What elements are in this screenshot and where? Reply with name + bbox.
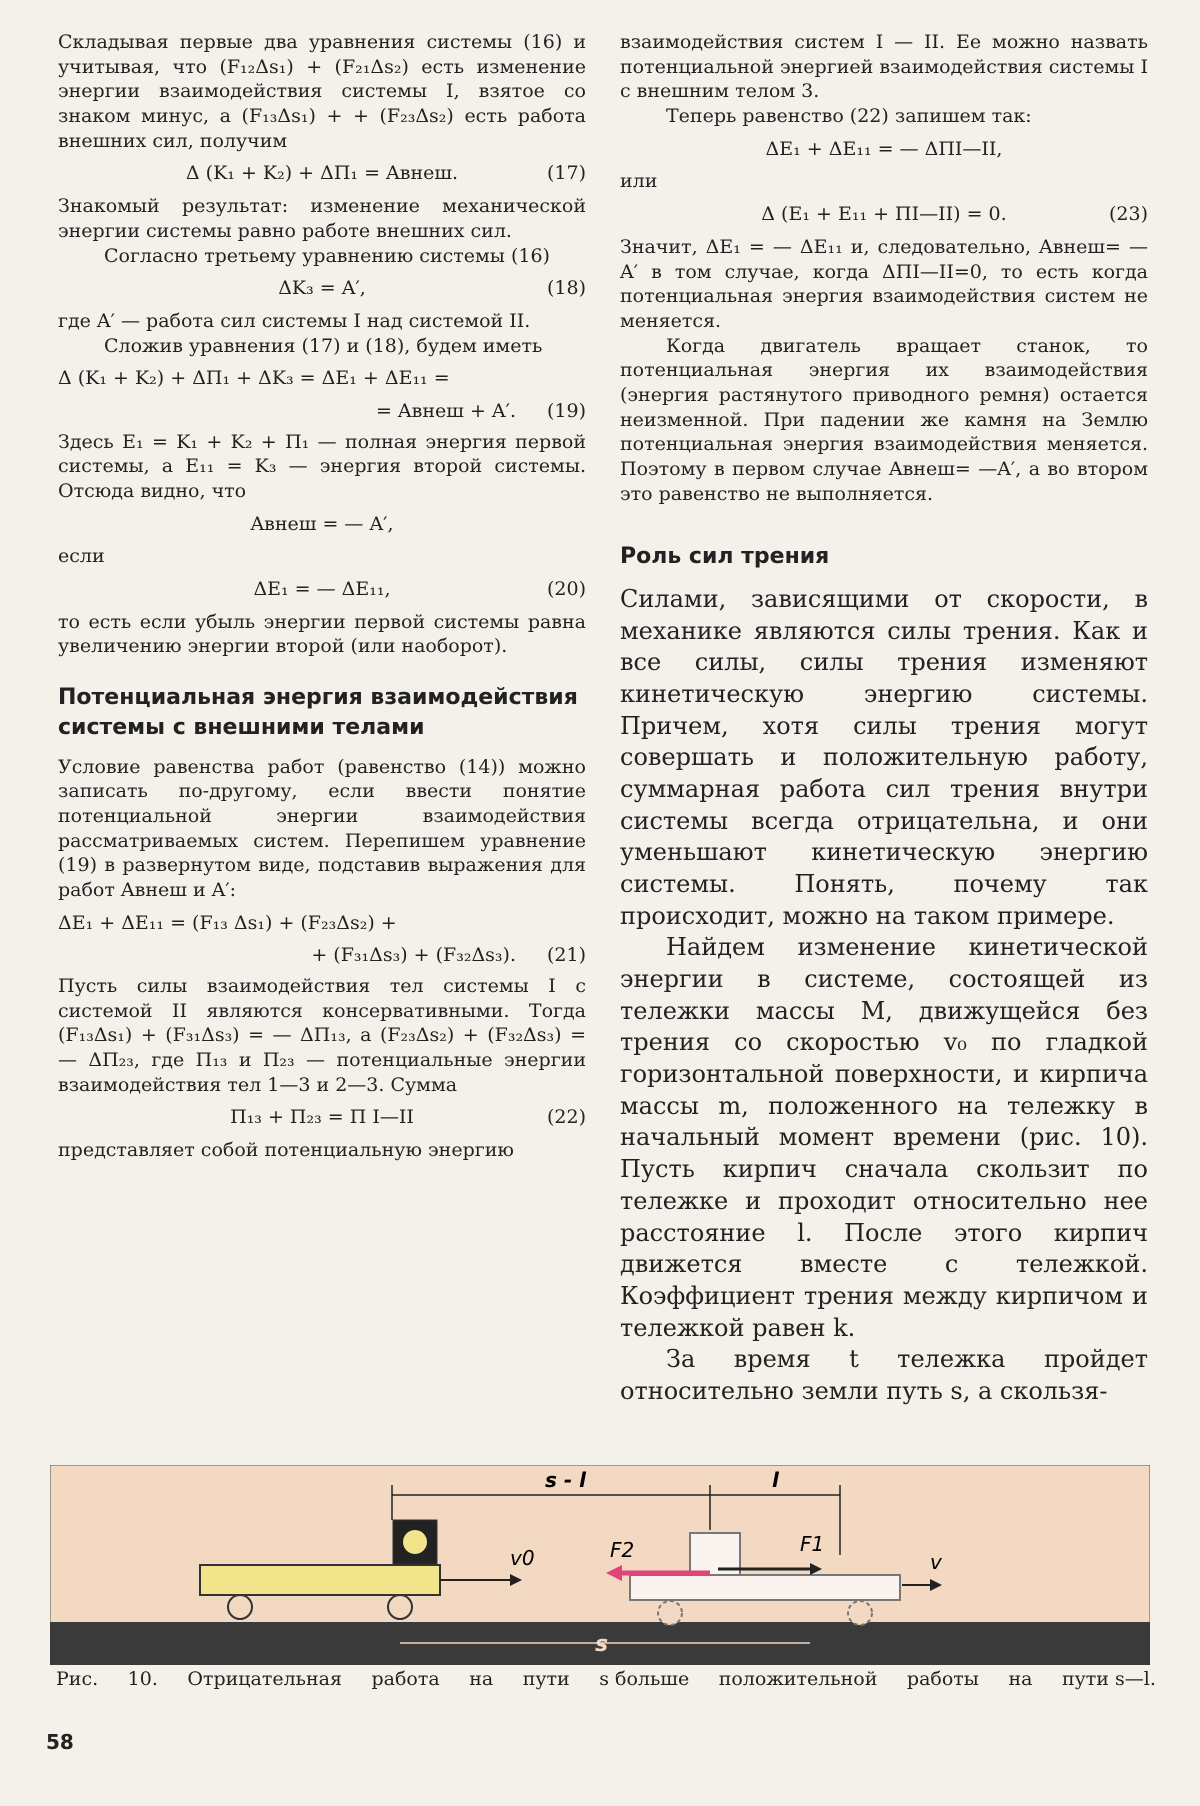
label-s-minus-l: s - l [545,1468,586,1492]
page-number: 58 [46,1730,74,1754]
equation-19a [58,366,586,391]
caption-word: 10. [127,1668,158,1690]
equation-text: Π₁₃ + Π₂₃ = Π I—II [230,1106,414,1129]
word-ili: или [620,170,658,193]
paragraph: Согласно третьему уравнению системы (16) [104,244,550,267]
caption-word: на [1008,1668,1033,1690]
paragraph: представляет собой потенциальную энергию [58,1139,514,1162]
equation-number: (17) [546,162,586,185]
brick-highlight [403,1530,427,1554]
label-f1: F1 [800,1532,825,1556]
equation-b [620,137,1148,162]
label-s: s [595,1632,609,1657]
equation-text: = Aвнеш + A′. [375,399,516,422]
caption-word: Отрицательная [187,1668,342,1690]
paragraph: За время t тележка пройдет относительно земли путь s, а скользя- [620,1345,1148,1405]
figure-10 [50,1465,1150,1665]
cart-right [630,1575,900,1600]
left-column [58,30,586,1163]
equation-number: (22) [546,1106,586,1129]
paragraph: Пусть силы взаимодействия тел системы I с системой II являются консервативными. Тогда (F₁₃Δs₁) + (F₃₁Δs₃) = — ΔΠ₁₃, а (F₂₃Δs₂) + (F₃₂Δs₃) = — ΔΠ₂₃, где Π₁₃ и Π₂₃ — потенциальные энергии взаимодействия тел 1—3 и 2—3. Сумма [58,975,586,1096]
equation-text: ΔE₁ + ΔE₁₁ = — ΔΠI—II, [765,137,1003,160]
cart-left-wheel [388,1595,412,1619]
equation-19b [58,399,586,424]
caption-word: работа [371,1668,440,1690]
section-heading: Потенциальная энергия взаимодействия системы с внешними телами [58,685,578,740]
caption-word: Рис. [56,1668,99,1690]
caption-word: работы [906,1668,979,1690]
equation-text: ΔE₁ + ΔE₁₁ = (F₁₃ Δs₁) + (F₂₃Δs₂) + [58,911,397,934]
paragraph: взаимодействия систем I — II. Ее можно назвать потенциальной энергией взаимодействия системы I с внешним телом 3. [620,31,1148,103]
equation-18 [58,276,586,301]
equation-text: Δ (E₁ + E₁₁ + ΠI—II) = 0. [761,203,1007,226]
paragraph: Найдем изменение кинетической энергии в системе, состоящей из тележки массы M, движущейся без трения со скоростью v₀ по гладкой горизонтальной поверхности, и кирпича массы m, положенного на тележку в начальный момент времени (рис. 10). Пусть кирпич сначала скользит по тележке и проходит относительно нее расстояние l. После этого кирпич движется вместе с тележкой. Коэффициент трения между кирпичом и тележкой равен k. [620,933,1148,1342]
equation-text: Δ (K₁ + K₂) + ΔΠ₁ + ΔK₃ = ΔE₁ + ΔE₁₁ = [58,367,450,390]
section-heading: Роль сил трения [620,544,830,570]
label-l: l [772,1468,779,1492]
paragraph: Здесь E₁ = K₁ + K₂ + Π₁ — полная энергия первой системы, а E₁₁ = K₃ — энергия второй системы. Отсюда видно, что [58,430,586,502]
label-v: v [930,1550,942,1574]
label-v0: v0 [510,1546,535,1570]
equation-number: (21) [546,944,586,967]
equation-text: ΔK₃ = A′, [278,277,366,300]
paragraph: Складывая первые два уравнения системы (16) и учитывая, что (F₁₂Δs₁) + (F₂₁Δs₂) есть изменение энергии взаимодействия системы I, взятое со знаком минус, а (F₁₃Δs₁) + + (F₂₃Δs₂) есть работа внешних сил, получим [58,31,586,152]
equation-number: (23) [1108,203,1148,226]
caption-word: пути s—l. [1061,1668,1156,1690]
equation-17 [58,161,586,186]
figure-caption [56,1668,1156,1690]
equation-21b [58,943,586,968]
equation-text: Aвнеш = — A′, [250,512,394,535]
cart-right-wheel [848,1601,872,1625]
caption-word: на [469,1668,494,1690]
word-esli: если [58,545,105,568]
right-column [620,30,1148,1408]
paragraph: Когда двигатель вращает станок, то потенциальная энергия их взаимодействия (энергия растянутого приводного ремня) остается неизменной. При падении же камня на Землю потенциальная энергия взаимодействия меняется. Поэтому в первом случае Aвнеш= —A′, а во втором это равенство не выполняется. [620,334,1148,505]
paragraph: Сложив уравнения (17) и (18), будем иметь [104,334,543,357]
paragraph: то есть если убыль энергии первой системы равна увеличению энергии второй (или наоборот). [58,610,586,658]
paragraph: Силами, зависящими от скорости, в механике являются силы трения. Как и все силы, силы трения изменяют кинетическую энергию системы. Причем, хотя силы трения могут совершать и положительную работу, суммарная работа сил трения внутри системы всегда отрицательна, и они уменьшают кинетическую энергию системы. Понять, почему так происходит, можно на таком примере. [620,585,1148,930]
paragraph: Теперь равенство (22) запишем так: [666,105,1032,128]
equation-21a [58,911,586,936]
equation-a [58,512,586,537]
caption-word: пути [522,1668,570,1690]
paragraph: где A′ — работа сил системы I над системой II. [58,309,531,332]
cart-right-wheel [658,1601,682,1625]
cart-left [200,1565,440,1595]
equation-number: (20) [546,578,586,601]
label-f2: F2 [610,1538,635,1562]
equation-text: + (F₃₁Δs₃) + (F₃₂Δs₃). [311,944,516,967]
cart-left-wheel [228,1595,252,1619]
paragraph: Условие равенства работ (равенство (14)) можно записать по-другому, если ввести понятие потенциальной энергии взаимодействия рассматриваемых систем. Перепишем уравнение (19) в развернутом виде, подставив выражения для работ Aвнеш и A′: [58,755,586,901]
equation-number: (19) [546,399,586,422]
equation-23 [620,202,1148,227]
equation-20 [58,577,586,602]
equation-number: (18) [546,277,586,300]
equation-22 [58,1105,586,1130]
paragraph: Знакомый результат: изменение механической энергии системы равно работе внешних сил. [58,195,586,242]
paragraph: Значит, ΔE₁ = — ΔE₁₁ и, следовательно, Aвнеш= — A′ в том случае, когда ΔΠI—II=0, то есть когда потенциальная энергия взаимодействия систем не меняется. [620,235,1148,332]
equation-text: ΔE₁ = — ΔE₁₁, [253,578,391,601]
equation-text: Δ (K₁ + K₂) + ΔΠ₁ = Aвнеш. [185,162,459,185]
caption-word: s больше [599,1668,690,1690]
caption-word: положительной [718,1668,878,1690]
